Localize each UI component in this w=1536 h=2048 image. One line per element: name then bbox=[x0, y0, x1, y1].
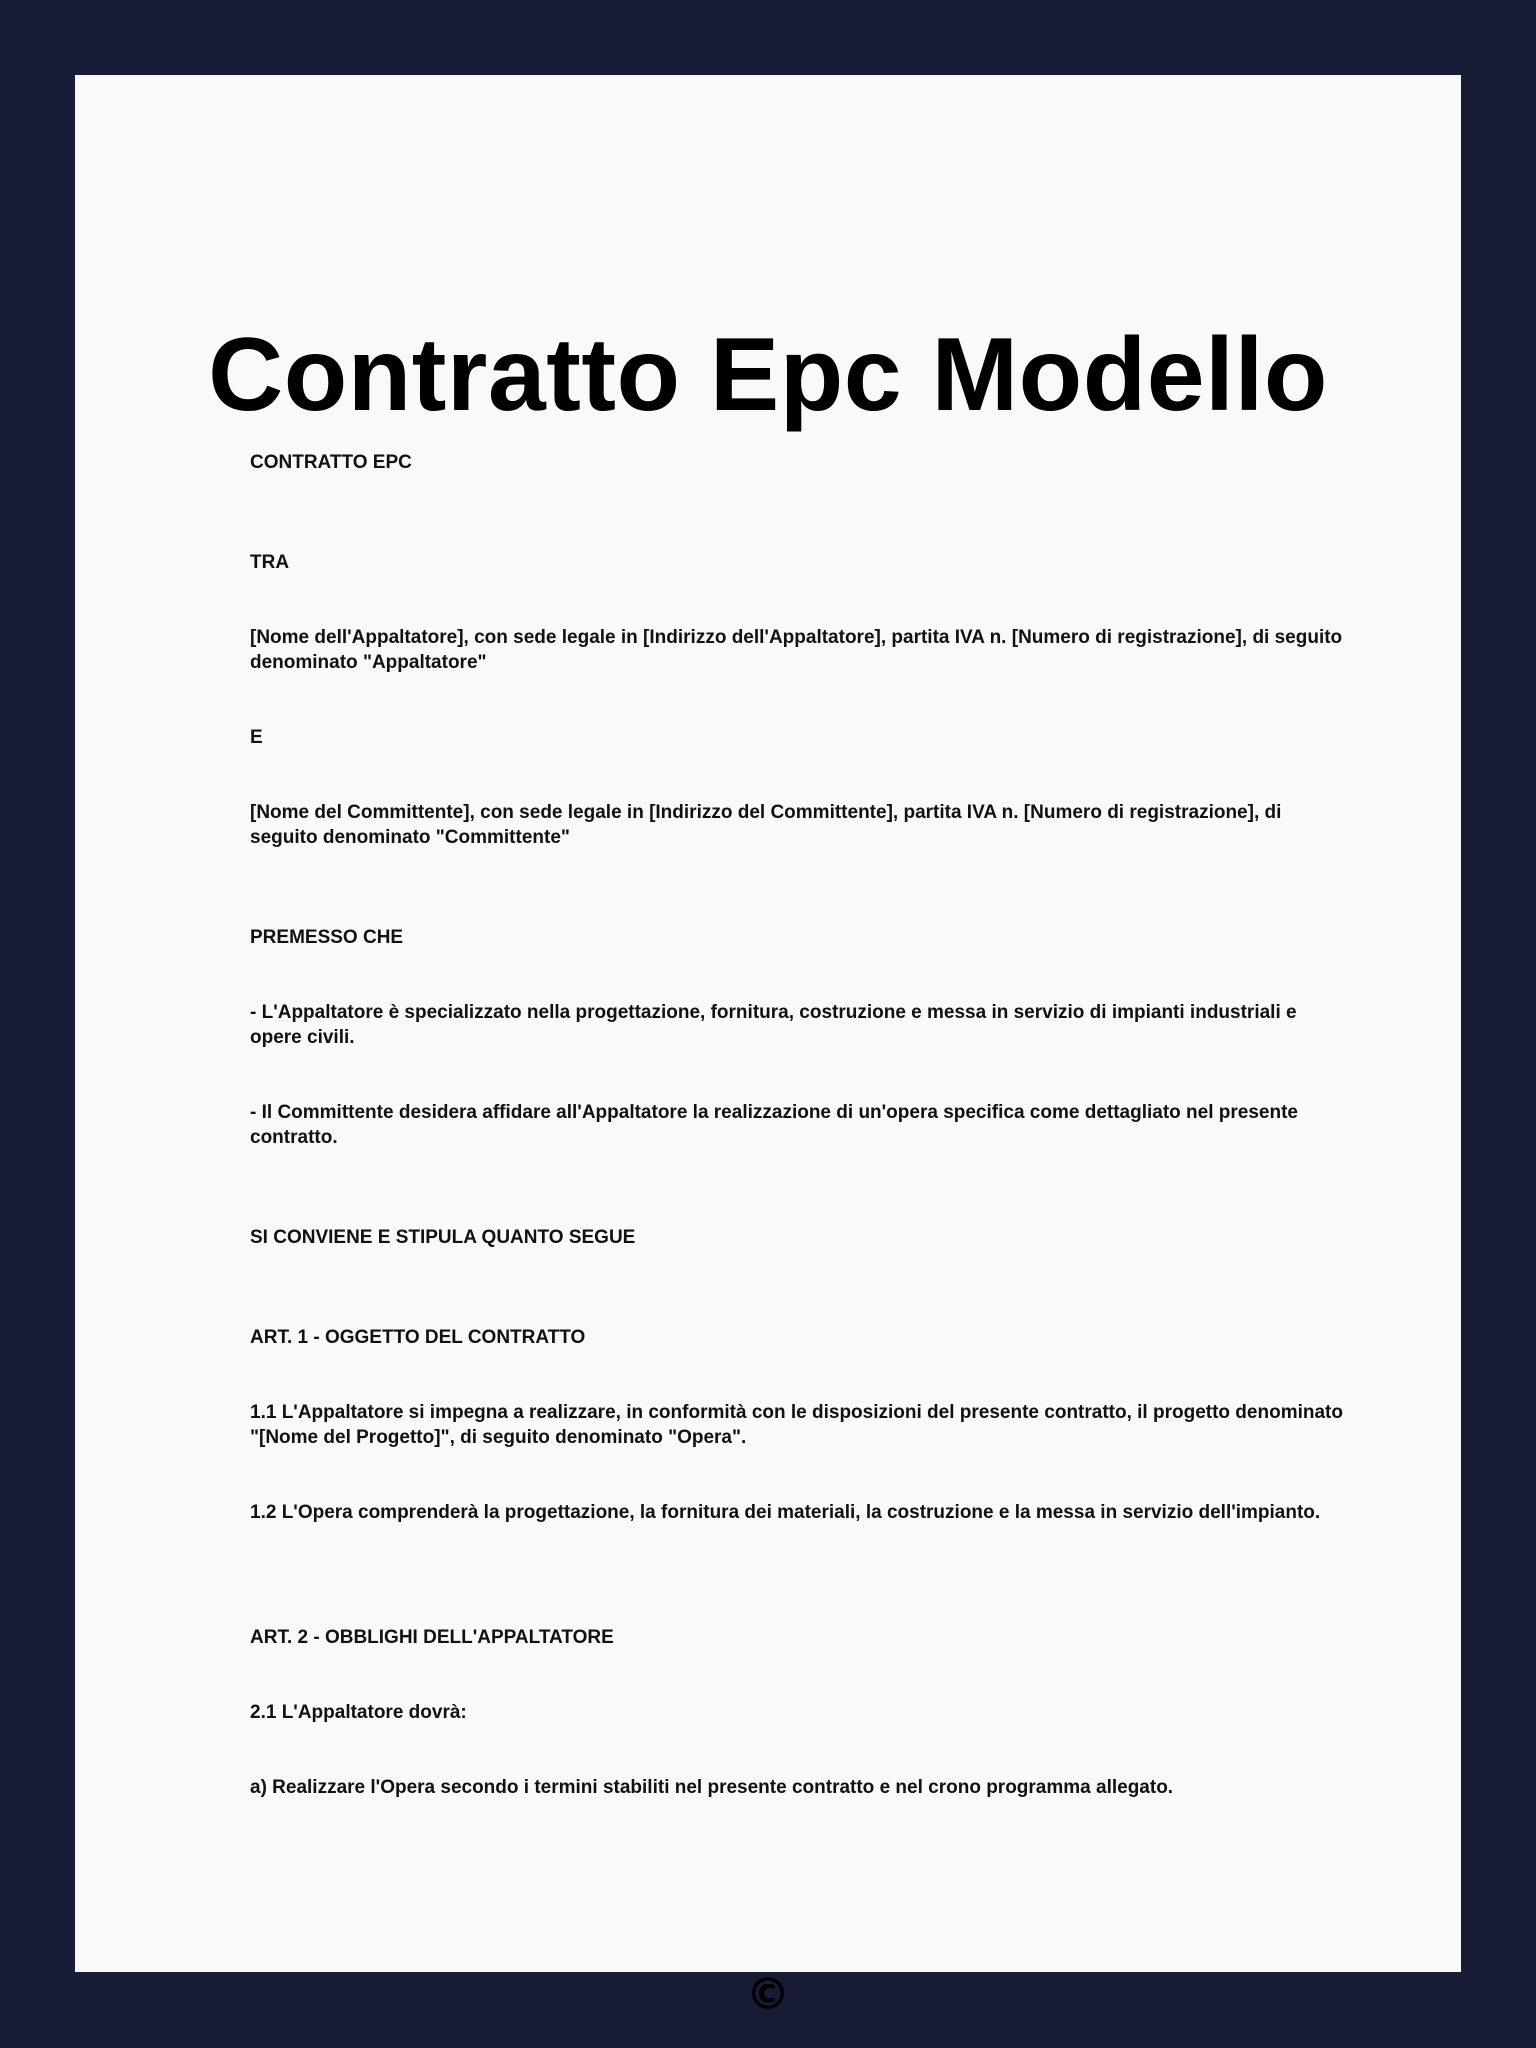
heading-premises: PREMESSO CHE bbox=[250, 927, 404, 948]
article-heading: ART. 2 - OBBLIGHI DELL'APPALTATORE bbox=[250, 1627, 614, 1648]
clause-paragraph: 1.2 L'Opera comprenderà la progettazione, la fornitura dei materiali, la costruzione e la messa in servizio dell'impianto. bbox=[250, 1502, 1321, 1523]
copyright-icon: © bbox=[746, 1969, 790, 2020]
article-heading: ART. 1 - OGGETTO DEL CONTRATTO bbox=[250, 1327, 586, 1348]
heading-agreement: SI CONVIENE E STIPULA QUANTO SEGUE bbox=[250, 1227, 636, 1248]
document-page bbox=[75, 75, 1461, 2020]
premise-item: - L'Appaltatore è specializzato nella progettazione, fornitura, costruzione e messa in servizio di impianti industriali e opere civili. bbox=[250, 1002, 1297, 1048]
premise-item: - Il Committente desidera affidare all'Appaltatore la realizzazione di un'opera specifica come dettagliato nel presente contratto. bbox=[250, 1102, 1298, 1148]
party-client: [Nome del Committente], con sede legale in [Indirizzo del Committente], partita IVA n. [Numero di registrazione], di seguito denominato "Committente" bbox=[250, 802, 1282, 848]
conjunction-and: E bbox=[250, 727, 263, 748]
clause-paragraph: 2.1 L'Appaltatore dovrà: bbox=[250, 1702, 467, 1723]
party-contractor: [Nome dell'Appaltatore], con sede legale in [Indirizzo dell'Appaltatore], partita IVA n. [Numero di registrazione], di seguito denominato "Appaltatore" bbox=[250, 627, 1343, 673]
clause-item: a) Realizzare l'Opera secondo i termini stabiliti nel presente contratto e nel crono programma allegato. bbox=[250, 1777, 1174, 1798]
heading-between: TRA bbox=[250, 552, 290, 573]
heading-contract: CONTRATTO EPC bbox=[250, 452, 412, 473]
document-title: Contratto Epc Modello bbox=[208, 317, 1328, 433]
clause-paragraph: 1.1 L'Appaltatore si impegna a realizzare, in conformità con le disposizioni del presente contratto, il progetto denominato "[Nome del Progetto]", di seguito denominato "Opera". bbox=[250, 1402, 1343, 1448]
